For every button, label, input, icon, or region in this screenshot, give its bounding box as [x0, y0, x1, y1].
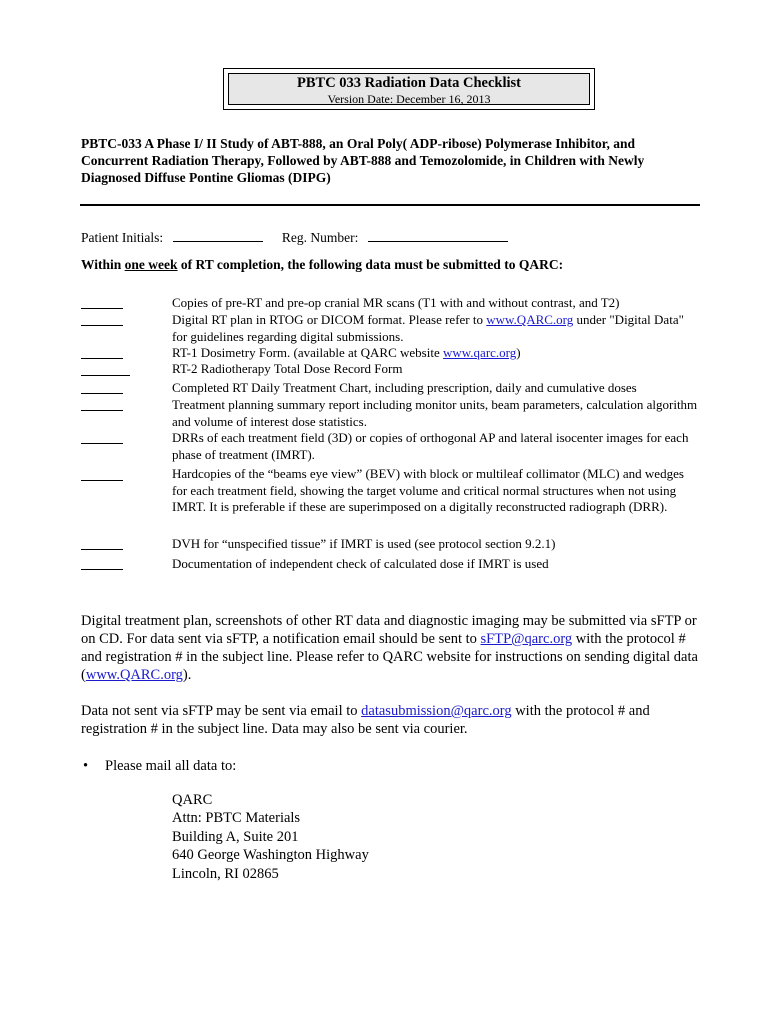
bullet-icon: •	[83, 758, 89, 774]
study-title: PBTC-033 A Phase I/ II Study of ABT-888, an Oral Poly( ADP-ribose) Polymerase Inhibitor, and Concurrent Radiation Therapy, Followed by ABT-888 and Temozolomide, in Children with Newly Diagnosed Diffuse Pontine Gliomas (DIPG)	[81, 136, 645, 185]
checkbox-blank[interactable]	[81, 410, 123, 411]
checkbox-blank[interactable]	[81, 325, 123, 326]
reg-number-label: Reg. Number:	[281, 230, 359, 245]
checkbox-blank[interactable]	[81, 308, 123, 309]
checkbox-blank[interactable]	[81, 480, 123, 481]
paragraph-text: with the protocol # and registration # in the subject line. Please refer to QARC website for instructions on sending digital data (	[81, 631, 698, 683]
address-line: Lincoln, RI 02865	[172, 865, 279, 882]
checklist-item: Hardcopies of the “beams eye view” (BEV) with block or multileaf collimator (MLC) and wedges for each treatment field, showing the target volume and critical normal structures when not using IMRT. It is preferable if these are superimposed on a digitally reconstructed radiograph (DRR).	[172, 466, 684, 515]
title-box-inner	[228, 73, 590, 105]
mailing-address	[172, 791, 369, 883]
checkbox-blank[interactable]	[81, 375, 130, 376]
address-line: QARC	[172, 792, 213, 808]
paragraph-text: with the protocol # and registration # in the subject line. Data may also be sent via courier.	[81, 703, 650, 737]
checklist-item: Copies of pre-RT and pre-op cranial MR scans (T1 with and without contrast, and T2)	[172, 295, 620, 310]
sftp-email-link[interactable]: sFTP@qarc.org	[480, 631, 573, 647]
item-text: RT-1 Dosimetry Form. (available at QARC website	[172, 345, 443, 360]
mail-instruction: Please mail all data to:	[105, 758, 237, 774]
reg-number-field[interactable]	[368, 229, 508, 242]
page-title: PBTC 033 Radiation Data Checklist	[297, 75, 521, 91]
digital-plan-paragraph	[81, 612, 706, 684]
checklist-item: Documentation of independent check of calculated dose if IMRT is used	[172, 556, 549, 571]
checkbox-blank[interactable]	[81, 569, 123, 570]
checklist-item: RT-2 Radiotherapy Total Dose Record Form	[172, 361, 403, 376]
instruction-heading	[81, 256, 563, 273]
patient-line	[81, 229, 508, 246]
paragraph-text: Digital treatment plan, screenshots of other RT data and diagnostic imaging may be submitted via sFTP or on CD. For data sent via sFTP, a notification email should be sent to	[81, 613, 697, 647]
qarc-link[interactable]: www.QARC.org	[85, 667, 183, 683]
address-line: Attn: PBTC Materials	[172, 810, 301, 827]
checklist-item	[172, 312, 702, 345]
title-box	[223, 68, 595, 110]
address-line: Building A, Suite 201	[172, 828, 299, 845]
checklist-item: DVH for “unspecified tissue” if IMRT is used (see protocol section 9.2.1)	[172, 536, 556, 551]
checklist-item: DRRs of each treatment field (3D) or copies of orthogonal AP and lateral isocenter images for each phase of treatment (IMRT).	[172, 430, 689, 462]
checklist-item: Treatment planning summary report including monitor units, beam parameters, calculation algorithm and volume of interest dose statistics.	[172, 397, 698, 429]
instruction-underlined: one week	[124, 257, 178, 272]
checklist-item	[172, 345, 702, 362]
patient-initials-field[interactable]	[173, 229, 263, 242]
checkbox-blank[interactable]	[81, 443, 123, 444]
patient-initials-label: Patient Initials:	[81, 230, 164, 245]
checkbox-blank[interactable]	[81, 549, 123, 550]
item-text: Digital RT plan in RTOG or DICOM format. Please refer to	[172, 312, 487, 327]
item-text: under "Digital Data" for guidelines regarding digital submissions.	[172, 312, 684, 344]
instruction-text-2: of RT completion, the following data must be submitted to QARC:	[177, 257, 564, 272]
divider	[80, 204, 700, 206]
paragraph-text: Data not sent via sFTP may be sent via email to	[81, 703, 362, 719]
checkbox-blank[interactable]	[81, 393, 123, 394]
version-date: Version Date: December 16, 2013	[327, 92, 491, 106]
item-text: )	[516, 345, 521, 360]
qarc-link[interactable]: www.QARC.org	[486, 312, 574, 327]
qarc-link[interactable]: www.qarc.org	[442, 345, 517, 360]
checkbox-blank[interactable]	[81, 358, 123, 359]
email-paragraph	[81, 702, 706, 738]
instruction-text-1: Within	[81, 257, 125, 272]
paragraph-text: ).	[182, 667, 192, 683]
datasubmission-email-link[interactable]: datasubmission@qarc.org	[361, 703, 512, 719]
checklist-item: Completed RT Daily Treatment Chart, including prescription, daily and cumulative doses	[172, 380, 637, 395]
address-line: 640 George Washington Highway	[172, 847, 369, 864]
